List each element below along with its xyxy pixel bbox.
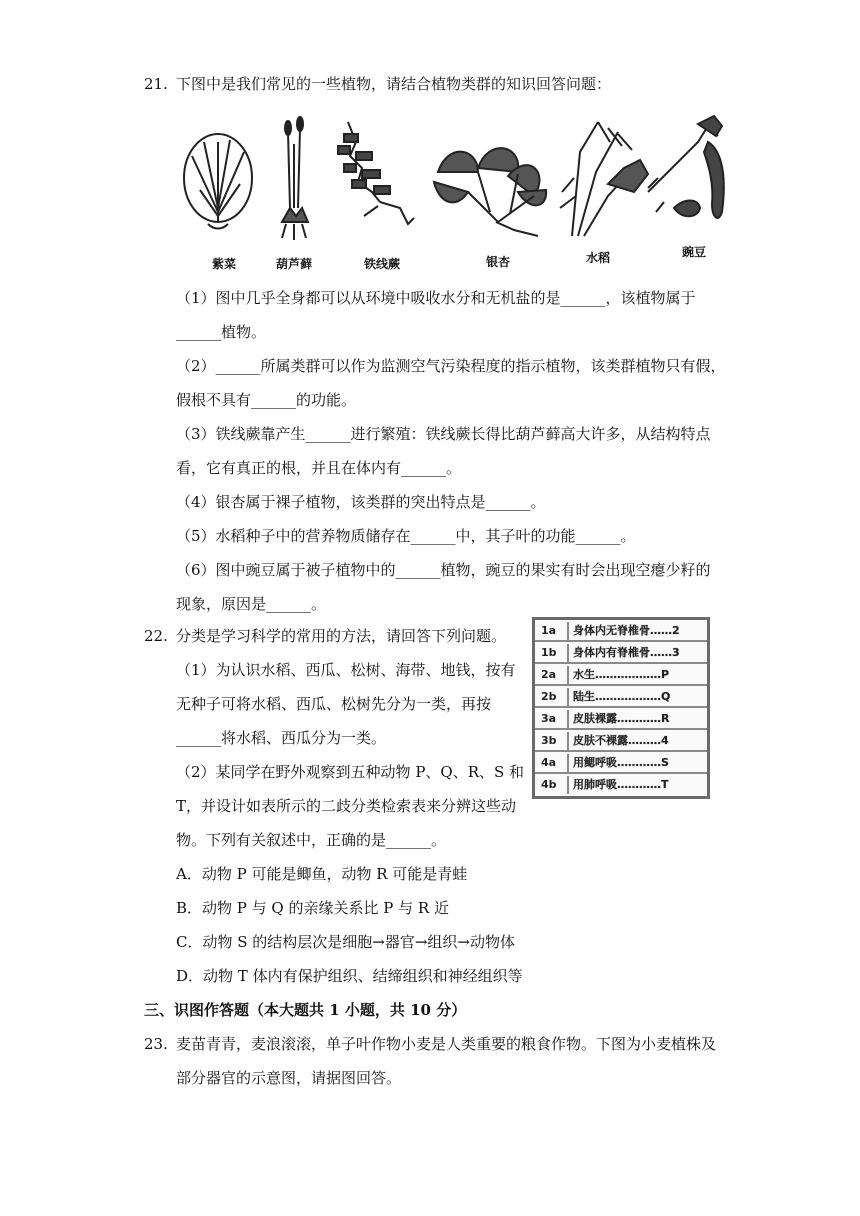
question-22-line-1: 分类是学习科学的常用的方法，请回答下列问题。 xyxy=(176,627,507,645)
question-21-line-4: 假根不具有______的功能。 xyxy=(176,391,357,409)
question-21-line-9: （6）图中豌豆属于被子植物中的______植物，豌豆的果实有时会出现空瘪少籽的 xyxy=(176,561,711,579)
key-code: 1b xyxy=(541,644,569,662)
plant-label-laver: 紫菜 xyxy=(212,257,237,271)
dichotomous-key-table xyxy=(532,617,710,799)
plant-figure xyxy=(178,112,736,278)
key-text: 水生………………P xyxy=(573,668,670,681)
question-22-number: 22. xyxy=(144,627,168,645)
key-text: 用肺呼吸…………T xyxy=(573,778,669,791)
moss-drawing xyxy=(282,117,308,240)
question-21-stem: 下图中是我们常见的一些植物，请结合植物类群的知识回答问题： xyxy=(176,75,612,93)
question-22-line-2: （1）为认识水稻、西瓜、松树、海带、地钱，按有 xyxy=(176,661,516,679)
question-21-line-1: （1）图中几乎全身都可以从环境中吸收水分和无机盐的是______，该植物属于 xyxy=(176,289,696,307)
question-22-option-a: A．动物 P 可能是鲫鱼，动物 R 可能是青蛙 xyxy=(176,865,468,883)
key-row xyxy=(535,710,707,730)
question-21-line-10: 现象，原因是______。 xyxy=(176,595,327,613)
key-code: 1a xyxy=(541,622,569,640)
section-3-heading: 三、识图作答题（本大题共 1 小题，共 10 分） xyxy=(144,1001,467,1019)
key-text: 用鳃呼吸…………S xyxy=(573,756,669,769)
question-23-line-1: 麦苗青青，麦浪滚滚，单子叶作物小麦是人类重要的粮食作物。下图为小麦植株及 xyxy=(176,1035,717,1053)
key-code: 4b xyxy=(541,776,569,794)
question-22-option-b: B．动物 P 与 Q 的亲缘关系比 P 与 R 近 xyxy=(176,899,449,917)
question-21-line-3: （2）______所属类群可以作为监测空气污染程度的指示植物，该类群植物只有假， xyxy=(176,357,726,375)
ginkgo-drawing xyxy=(434,148,546,236)
key-text: 皮肤不裸露………4 xyxy=(573,734,669,747)
key-row xyxy=(535,644,707,664)
question-22-line-3: 无种子可将水稻、西瓜、松树先分为一类，再按 xyxy=(176,695,492,713)
question-22-line-7: 物。下列有关叙述中，正确的是______。 xyxy=(176,831,447,849)
key-code: 3a xyxy=(541,710,569,728)
plant-label-ginkgo: 银杏 xyxy=(486,255,511,269)
key-row xyxy=(535,622,707,642)
key-row xyxy=(535,666,707,686)
question-21-line-2: ______植物。 xyxy=(176,323,267,341)
question-22-option-d: D．动物 T 体内有保护组织、结缔组织和神经组织等 xyxy=(176,967,523,985)
key-text: 陆生………………Q xyxy=(573,690,671,703)
plant-label-moss: 葫芦藓 xyxy=(276,257,313,271)
key-text: 皮肤裸露…………R xyxy=(573,712,670,725)
question-22-line-6: T，并设计如表所示的二歧分类检索表来分辨这些动 xyxy=(176,797,517,815)
question-22-option-c: C．动物 S 的结构层次是细胞→器官→组织→动物体 xyxy=(176,933,515,951)
question-23-line-2: 部分器官的示意图，请据图回答。 xyxy=(176,1069,402,1087)
key-code: 2a xyxy=(541,666,569,684)
question-22-line-5: （2）某同学在野外观察到五种动物 P、Q、R、S 和 xyxy=(176,763,525,781)
key-row xyxy=(535,754,707,774)
key-code: 2b xyxy=(541,688,569,706)
question-23-number: 23. xyxy=(144,1035,168,1053)
pea-drawing xyxy=(648,116,724,218)
key-text: 身体内无脊椎骨……2 xyxy=(573,624,680,637)
laver-drawing xyxy=(184,134,252,229)
plant-label-pea: 豌豆 xyxy=(682,245,707,259)
question-21-number: 21. xyxy=(144,75,168,93)
question-21-line-6: 看，它有真正的根，并且在体内有______。 xyxy=(176,459,462,477)
question-21-line-5: （3）铁线蕨靠产生______进行繁殖：铁线蕨长得比葫芦藓高大许多，从结构特点 xyxy=(176,425,711,443)
question-21-line-7: （4）银杏属于裸子植物，该类群的突出特点是______。 xyxy=(176,493,546,511)
key-text: 身体内有脊椎骨……3 xyxy=(573,646,680,659)
question-22-line-4: ______将水稻、西瓜分为一类。 xyxy=(176,729,387,747)
key-row xyxy=(535,732,707,752)
plant-label-rice: 水稻 xyxy=(586,251,611,265)
key-row xyxy=(535,688,707,708)
rice-drawing xyxy=(560,122,648,236)
key-row xyxy=(535,776,707,796)
plant-label-fern: 铁线蕨 xyxy=(364,257,401,271)
key-code: 4a xyxy=(541,754,569,772)
question-21-line-8: （5）水稻种子中的营养物质储存在______中，其子叶的功能______。 xyxy=(176,527,636,545)
key-code: 3b xyxy=(541,732,569,750)
fern-drawing xyxy=(338,122,414,224)
